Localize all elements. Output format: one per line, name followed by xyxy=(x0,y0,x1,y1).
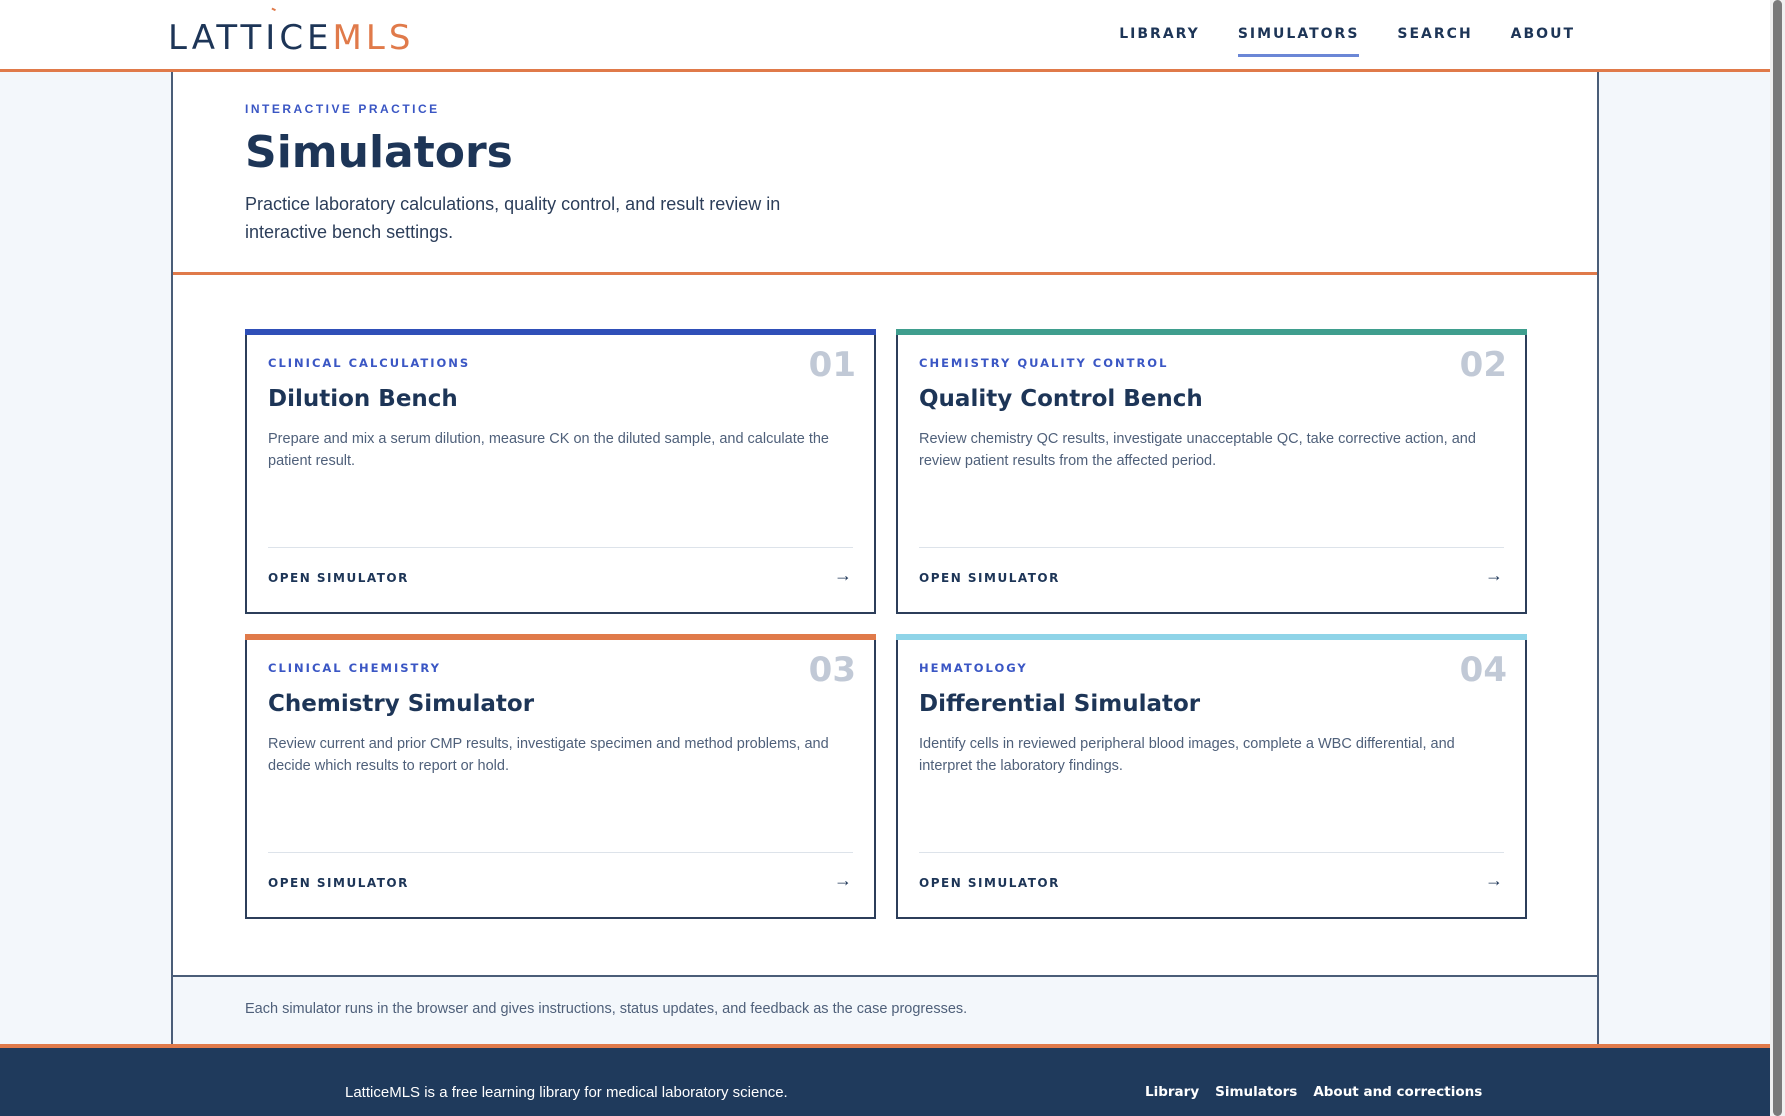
simulator-card-differential-simulator[interactable] xyxy=(896,634,1527,919)
arrow-right-icon[interactable]: → xyxy=(834,565,852,585)
card-category: HEMATOLOGY xyxy=(919,661,1028,675)
card-title: Quality Control Bench xyxy=(919,386,1203,412)
footer-link-simulators[interactable]: Simulators xyxy=(1215,1084,1298,1100)
site-footer xyxy=(0,1044,1770,1116)
open-simulator-link[interactable]: OPEN SIMULATOR xyxy=(919,876,1060,890)
card-divider xyxy=(268,852,853,853)
simulator-card-dilution-bench[interactable] xyxy=(245,329,876,614)
simulator-card-quality-control-bench[interactable] xyxy=(896,329,1527,614)
arrow-right-icon[interactable]: → xyxy=(1485,870,1503,890)
card-category: CHEMISTRY QUALITY CONTROL xyxy=(919,356,1169,370)
card-description: Identify cells in reviewed peripheral blood images, complete a WBC differential, and interpret the laboratory findings. xyxy=(919,736,1455,774)
card-description: Prepare and mix a serum dilution, measure CK on the diluted sample, and calculate the patient result. xyxy=(268,431,829,469)
footer-link-library[interactable]: Library xyxy=(1145,1084,1200,1100)
card-description: Review current and prior CMP results, investigate specimen and method problems, and decide which results to report or hold. xyxy=(268,736,829,774)
simulator-note: Each simulator runs in the browser and gives instructions, status updates, and feedback as the case progresses. xyxy=(245,1001,968,1017)
simulator-card-chemistry-simulator[interactable] xyxy=(245,634,876,919)
card-category: CLINICAL CHEMISTRY xyxy=(268,661,441,675)
nav-search[interactable]: SEARCH xyxy=(1397,26,1473,42)
test-tube-icon xyxy=(268,8,276,19)
card-accent-bar xyxy=(245,634,876,640)
open-simulator-link[interactable]: OPEN SIMULATOR xyxy=(268,876,409,890)
page-scrollbar[interactable] xyxy=(1770,0,1785,1116)
hero-eyebrow: INTERACTIVE PRACTICE xyxy=(245,102,440,116)
footer-links xyxy=(1145,1084,1482,1100)
card-title: Chemistry Simulator xyxy=(268,691,535,717)
site-header xyxy=(0,0,1770,72)
card-divider xyxy=(919,852,1504,853)
page-title: Simulators xyxy=(245,127,513,178)
main-nav xyxy=(1119,0,1575,68)
card-description: Review chemistry QC results, investigate unacceptable QC, take corrective action, and review patient results from the affected period. xyxy=(919,431,1476,469)
card-accent-bar xyxy=(896,329,1527,335)
card-accent-bar xyxy=(896,634,1527,640)
card-number: 01 xyxy=(808,345,856,385)
arrow-right-icon[interactable]: → xyxy=(834,870,852,890)
logo-text-lat: LATT xyxy=(168,18,266,58)
card-number: 04 xyxy=(1459,650,1507,690)
card-number: 02 xyxy=(1459,345,1507,385)
lattice-mls-logo[interactable] xyxy=(168,14,414,58)
logo-test-tube-i: I xyxy=(265,18,279,58)
page-subtitle: Practice laboratory calculations, quality control, and result review in interactive bench settings. xyxy=(245,194,781,242)
card-title: Differential Simulator xyxy=(919,691,1201,717)
open-simulator-link[interactable]: OPEN SIMULATOR xyxy=(919,571,1060,585)
card-category: CLINICAL CALCULATIONS xyxy=(268,356,471,370)
main-panel xyxy=(171,72,1599,1047)
footer-link-about-corrections[interactable]: About and corrections xyxy=(1313,1084,1483,1100)
logo-text-mls: MLS xyxy=(332,18,415,58)
simulator-note-section xyxy=(173,975,1597,1047)
nav-simulators[interactable]: SIMULATORS xyxy=(1238,20,1360,48)
card-number: 03 xyxy=(808,650,856,690)
scrollbar-thumb[interactable] xyxy=(1773,0,1782,1116)
card-divider xyxy=(268,547,853,548)
footer-tagline: LatticeMLS is a free learning library for medical laboratory science. xyxy=(345,1084,788,1101)
card-accent-bar xyxy=(245,329,876,335)
open-simulator-link[interactable]: OPEN SIMULATOR xyxy=(268,571,409,585)
hero-section xyxy=(173,72,1597,275)
logo-text-ce: CE xyxy=(279,18,333,58)
nav-library[interactable]: LIBRARY xyxy=(1119,26,1200,42)
card-divider xyxy=(919,547,1504,548)
card-title: Dilution Bench xyxy=(268,386,458,412)
arrow-right-icon[interactable]: → xyxy=(1485,565,1503,585)
nav-about[interactable]: ABOUT xyxy=(1510,26,1575,42)
